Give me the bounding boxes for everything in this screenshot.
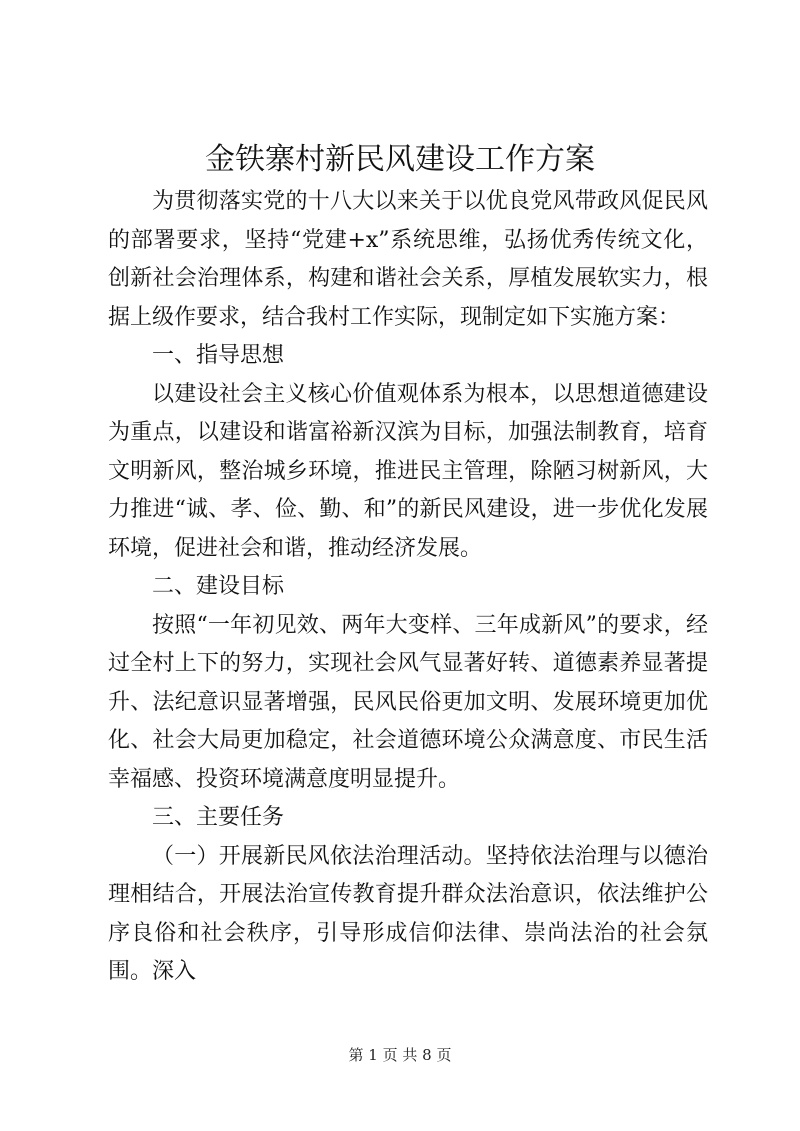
section-heading-goals: 二、建设目标	[152, 574, 285, 599]
main-tasks-paragraph: （一）开展新民风依法治理活动。坚持依法治理与以德治理相结合，开展法治宣传教育提升群众法治意识，依法维护公序良俗和社会秩序，引导形成信仰法律、崇尚法治的社会氛围。深入	[108, 843, 708, 984]
document-title: 金铁寨村新民风建设工作方案	[205, 142, 595, 177]
page-number-footer: 第 1 页 共 8 页	[348, 1046, 452, 1064]
document-body	[108, 183, 708, 992]
section-heading-guiding-ideology: 一、指导思想	[152, 343, 285, 368]
goals-paragraph: 按照“一年初见效、两年大变样、三年成新风”的要求，经过全村上下的努力，实现社会风气显著好转、道德素养显著提升、法纪意识显著增强，民风民俗更加文明、发展环境更加优化、社会大局更加稳定，社会道德环境公众满意度、市民生活幸福感、投资环境满意度明显提升。	[108, 612, 708, 792]
intro-paragraph: 为贯彻落实党的十八大以来关于以优良党风带政风促民风的部署要求，坚持“党建+x”系统思维，弘扬优秀传统文化，创新社会治理体系，构建和谐社会关系，厚植发展软实力，根据上级作要求，结合我村工作实际，现制定如下实施方案：	[108, 189, 708, 330]
section-heading-main-tasks: 三、主要任务	[152, 805, 285, 830]
guiding-ideology-paragraph: 以建设社会主义核心价值观体系为根本，以思想道德建设为重点，以建设和谐富裕新汉滨为目标，加强法制教育，培育文明新风，整治城乡环境，推进民主管理，除陋习树新风，大力推进“诚、孝、俭、勤、和”的新民风建设，进一步优化发展环境，促进社会和谐，推动经济发展。	[108, 381, 708, 561]
